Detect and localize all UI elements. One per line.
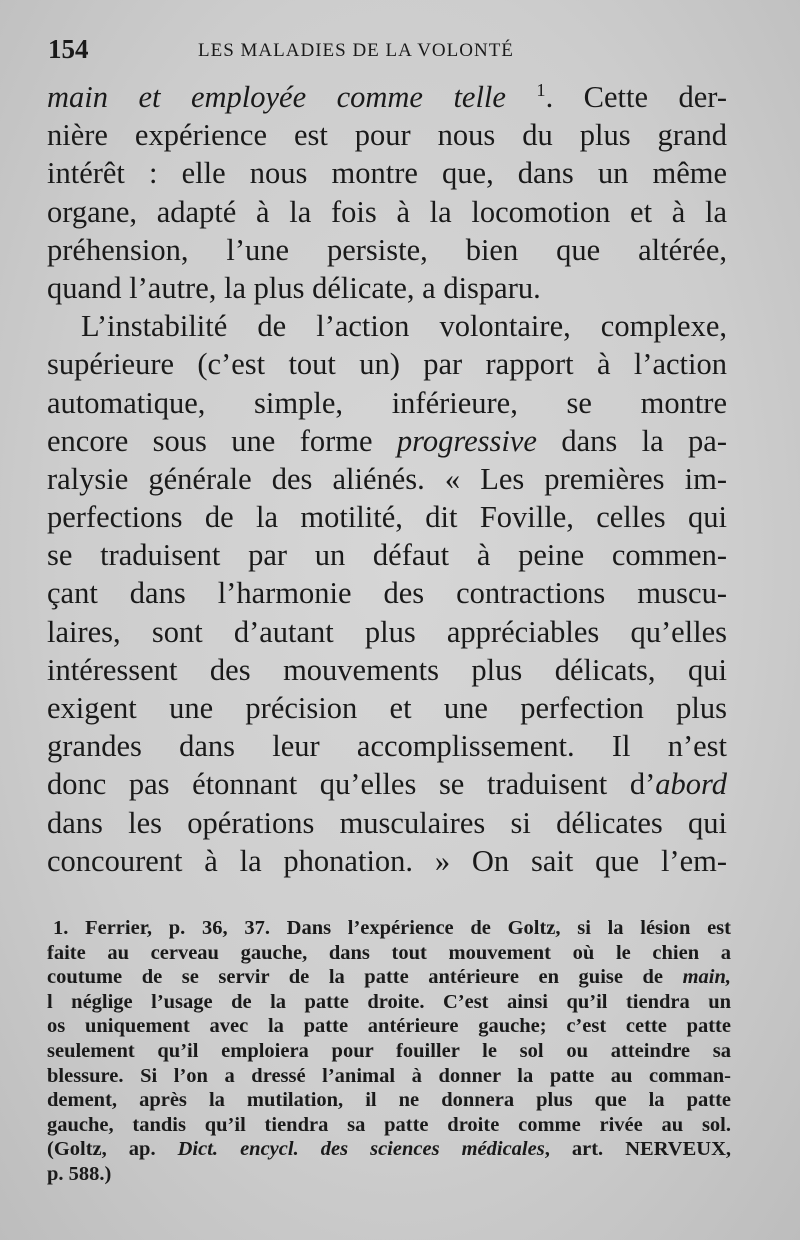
page-number: 154 bbox=[48, 34, 89, 64]
text-line: perfections de la motilité, dit Foville, celles qui bbox=[47, 500, 727, 535]
text-line: intérêt : elle nous montre que, dans un même bbox=[47, 156, 727, 191]
italic-text: Dict. encycl. des sciences médicales bbox=[177, 1138, 545, 1161]
text-line: concourent à la phonation. » On sait que l’em- bbox=[47, 843, 727, 878]
footnote-marker: 1 bbox=[536, 79, 546, 100]
text-line: L’instabilité de l’action volontaire, complexe, bbox=[81, 309, 727, 344]
text-line: dans les opérations musculaires si délicates qui bbox=[47, 805, 727, 840]
footnote-line: (Goltz, ap. Dict. encycl. des sciences médicales, art. NERVEUX, bbox=[47, 1138, 731, 1161]
footnote-line: gauche, tandis qu’il tiendra sa patte droite comme rivée au sol. bbox=[47, 1113, 731, 1136]
footnote-line: blessure. Si l’on a dressé l’animal à donner la patte au comman- bbox=[47, 1064, 731, 1087]
footnote-line: l néglige l’usage de la patte droite. C’est ainsi qu’il tiendra un bbox=[47, 990, 731, 1013]
italic-text: progressive bbox=[396, 423, 537, 458]
text-line: nière expérience est pour nous du plus grand bbox=[47, 118, 727, 153]
footnote-line: p. 588.) bbox=[47, 1162, 112, 1185]
italic-text: abord bbox=[655, 767, 727, 802]
text-line: quand l’autre, la plus délicate, a disparu. bbox=[47, 270, 541, 305]
italic-text: main, bbox=[682, 966, 731, 989]
text-line: automatique, simple, inférieure, se montre bbox=[47, 385, 727, 420]
text-line: encore sous une forme progressive dans la pa- bbox=[47, 423, 727, 458]
text-line: ralysie générale des aliénés. « Les premières im- bbox=[47, 461, 727, 496]
text-line: intéressent des mouvements plus délicats, qui bbox=[47, 652, 727, 687]
text-line: grandes dans leur accomplissement. Il n’est bbox=[47, 729, 727, 764]
text-line: préhension, l’une persiste, bien que altérée, bbox=[47, 232, 727, 267]
running-title: LES MALADIES DE LA VOLONTÉ bbox=[198, 40, 514, 61]
text-line: se traduisent par un défaut à peine commen- bbox=[47, 538, 727, 573]
text-line: main et employée comme telle $^1$. Cette der- bbox=[47, 79, 727, 114]
footnote-line: seulement qu’il emploiera pour fouiller le sol ou atteindre sa bbox=[47, 1039, 731, 1062]
page-header bbox=[48, 34, 748, 64]
text-line: supérieure (c’est tout un) par rapport à l’action bbox=[47, 347, 727, 382]
footnote-block bbox=[47, 916, 731, 1187]
text-line: laires, sont d’autant plus appréciables qu’elles bbox=[47, 614, 727, 649]
text-line: organe, adapté à la fois à la locomotion et à la bbox=[47, 194, 727, 229]
text-line: çant dans l’harmonie des contractions muscu- bbox=[47, 576, 727, 611]
italic-text: main et employée comme telle bbox=[47, 80, 506, 114]
footnote-line: coutume de se servir de la patte antérieure en guise de main, bbox=[47, 966, 731, 989]
text-line: donc pas étonnant qu’elles se traduisent d’abord bbox=[47, 767, 727, 802]
text-line: exigent une précision et une perfection plus bbox=[47, 691, 727, 725]
footnote-line: 1. Ferrier, p. 36, 37. Dans l’expérience de Goltz, si la lésion est bbox=[53, 917, 731, 939]
footnote-line: os uniquement avec la patte antérieure gauche; c’est cette patte bbox=[47, 1015, 731, 1038]
footnote-line: dement, après la mutilation, il ne donnera plus que la patte bbox=[47, 1089, 731, 1112]
main-text bbox=[47, 78, 727, 880]
footnote-line: faite au cerveau gauche, dans tout mouvement où le chien a bbox=[47, 941, 731, 964]
